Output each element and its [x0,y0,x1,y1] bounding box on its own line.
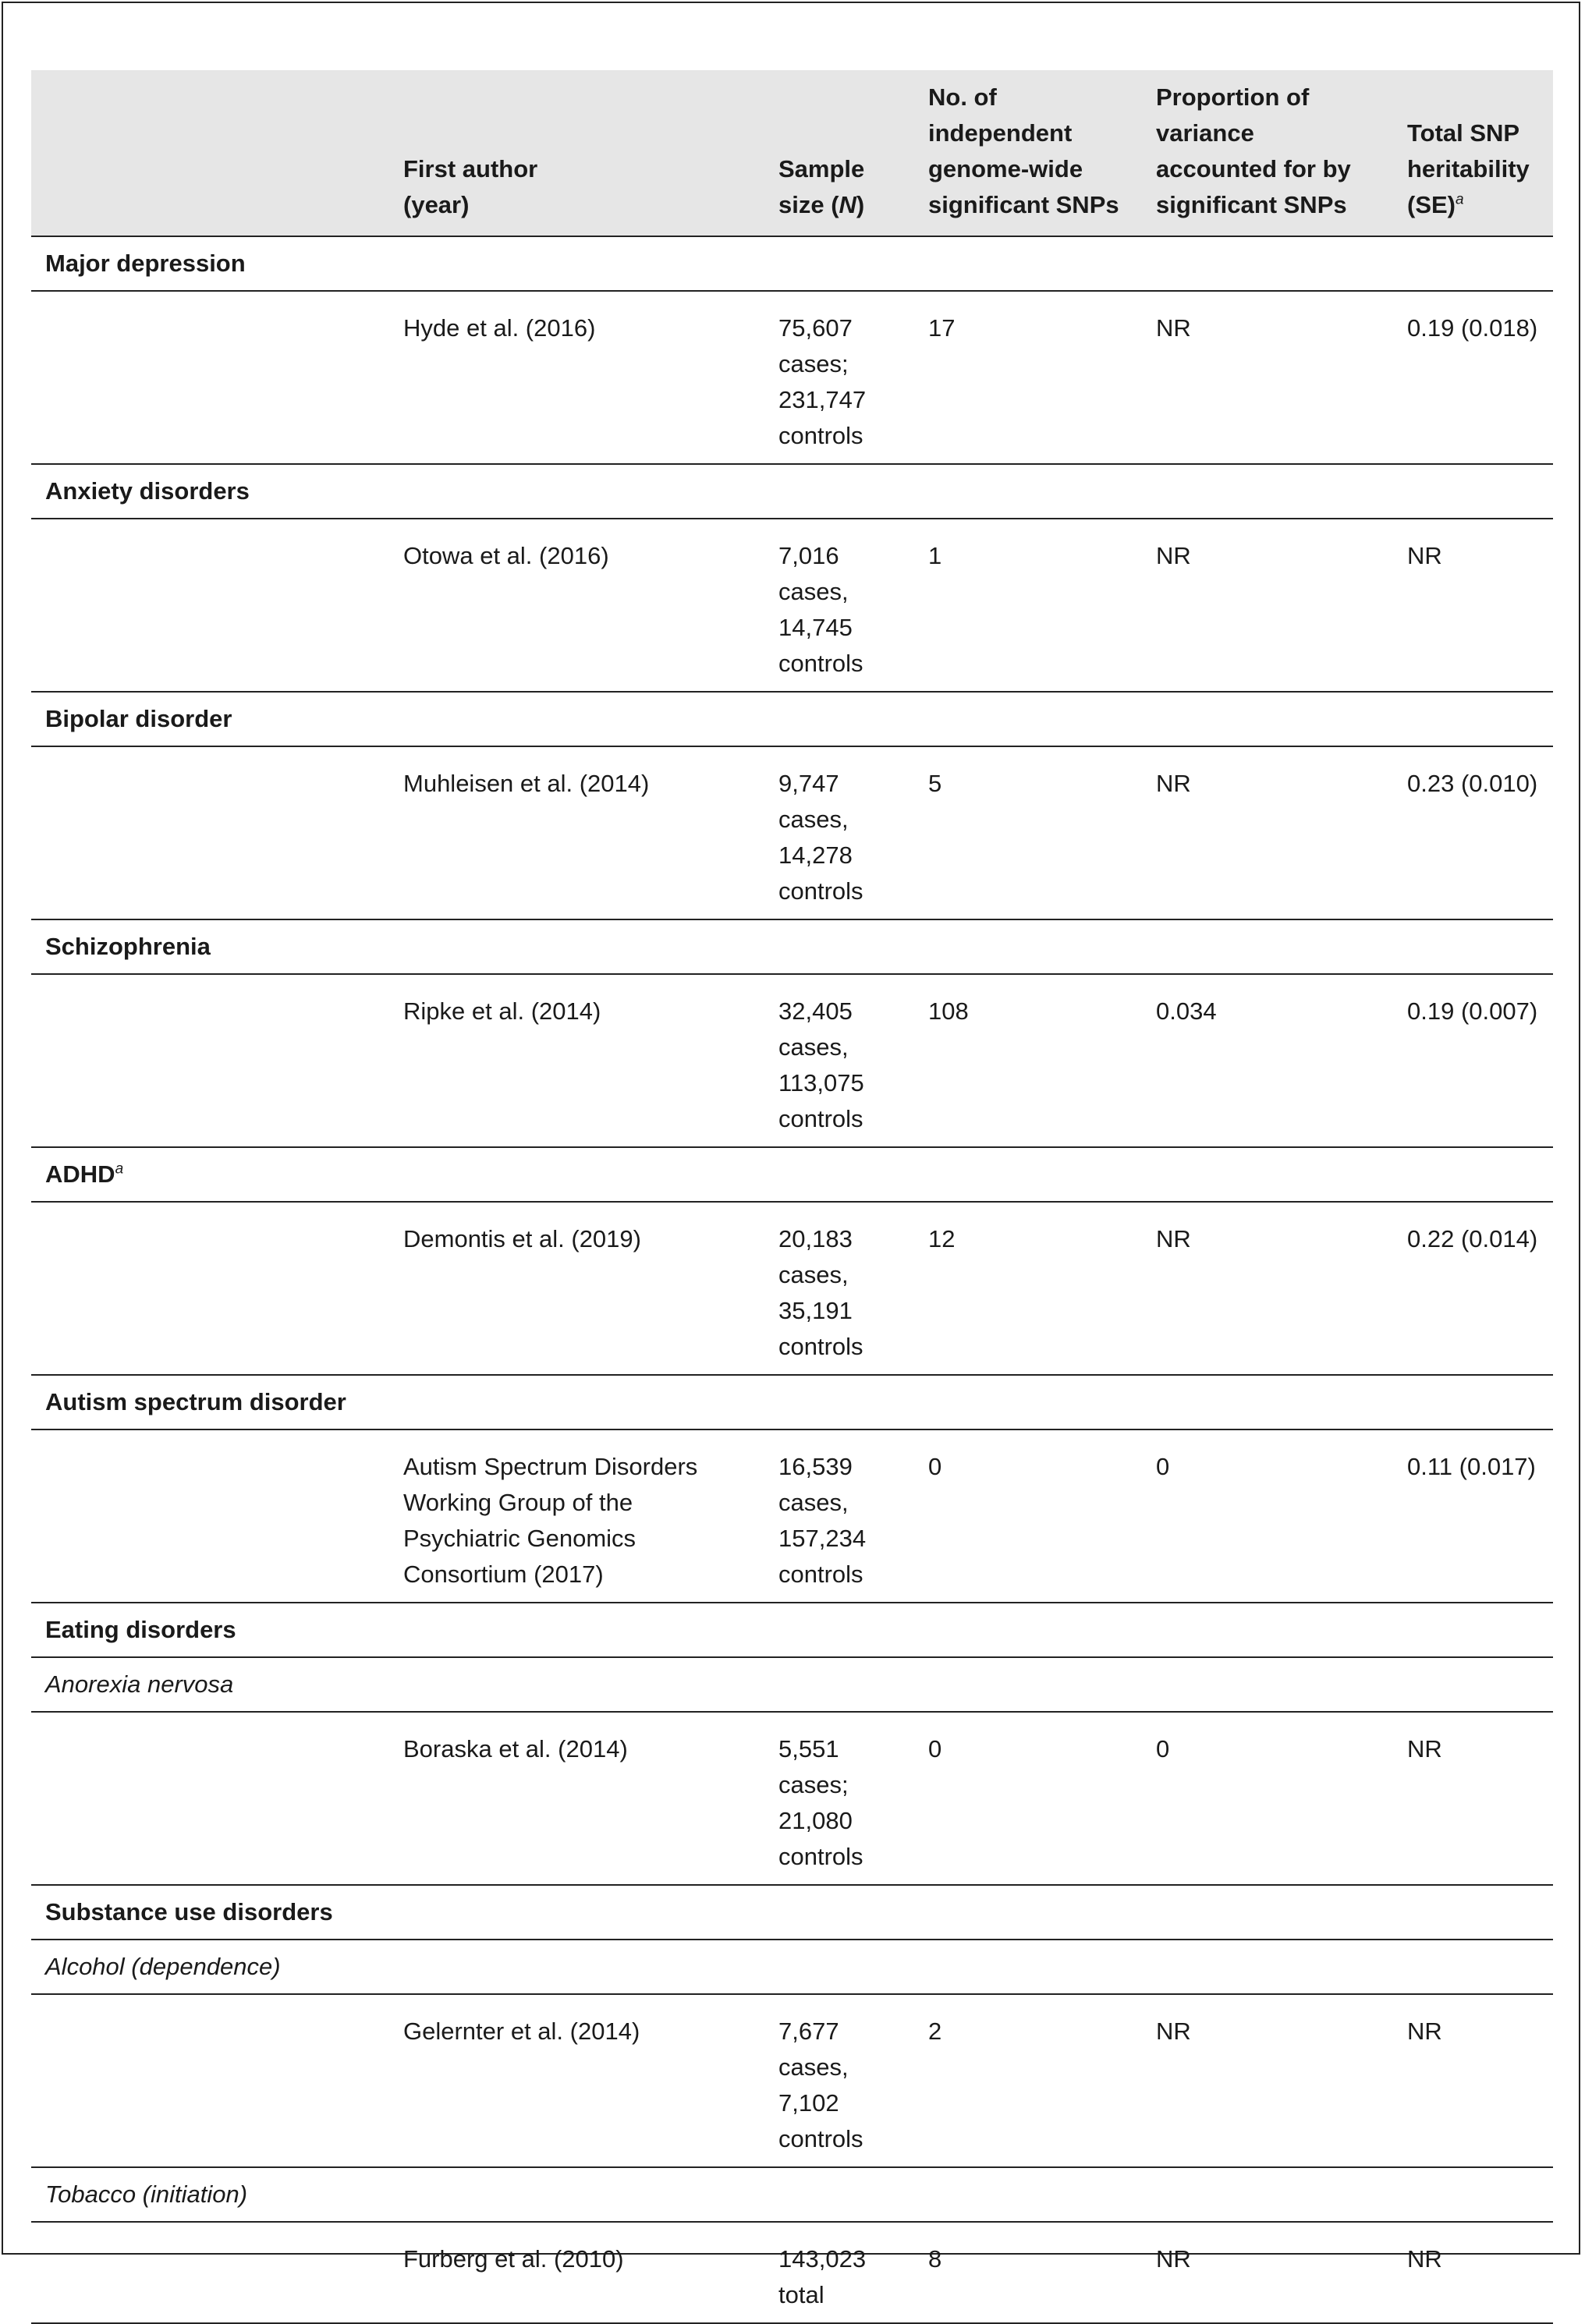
cell-variance: NR [1148,746,1399,919]
header-disorder [31,70,395,236]
cell-snps: 0 [920,1429,1148,1603]
cell-author: Otowa et al. (2016) [395,519,771,692]
table-row [31,1429,1553,1603]
table-row [31,291,1553,464]
section-row-schizophrenia [31,919,1553,974]
header-variance-proportion: Proportion of variance accounted for by significant SNPs [1148,70,1399,236]
table-row [31,746,1553,919]
cell-heritability: NR [1399,519,1553,692]
section-row-eating [31,1603,1553,1657]
section-label: Substance use disorders [31,1885,1553,1940]
cell-snps: 2 [920,1994,1148,2167]
cell-variance: NR [1148,291,1399,464]
cell-sample-size: 32,405 cases, 113,075 controls [771,974,920,1147]
subsection-row-alcohol [31,1940,1553,1994]
cell-heritability: 0.22 (0.014) [1399,1202,1553,1375]
cell-author: Muhleisen et al. (2014) [395,746,771,919]
gwas-results-table [31,70,1553,2324]
cell-snps: 12 [920,1202,1148,1375]
cell-snps: 17 [920,291,1148,464]
subsection-label: Anorexia nervosa [31,1657,1553,1712]
section-label: Autism spectrum disorder [31,1375,1553,1429]
table-row [31,519,1553,692]
section-label: Schizophrenia [31,919,1553,974]
cell-sample-size: 5,551 cases; 21,080 controls [771,1712,920,1885]
section-row-major-depression [31,236,1553,291]
header-first-author: First author (year) [395,70,771,236]
cell-author: Furberg et al. (2010) [395,2222,771,2323]
cell-sample-size: 143,023 total [771,2222,920,2323]
cell-author: Gelernter et al. (2014) [395,1994,771,2167]
section-label: Anxiety disorders [31,464,1553,519]
cell-author: Demontis et al. (2019) [395,1202,771,1375]
cell-variance: 0 [1148,1712,1399,1885]
subsection-row-anorexia [31,1657,1553,1712]
section-row-bipolar [31,692,1553,746]
cell-author: Hyde et al. (2016) [395,291,771,464]
cell-snps: 8 [920,2222,1148,2323]
subsection-label: Alcohol (dependence) [31,1940,1553,1994]
cell-variance: NR [1148,1994,1399,2167]
subsection-label: Tobacco (initiation) [31,2167,1553,2222]
cell-sample-size: 20,183 cases, 35,191 controls [771,1202,920,1375]
section-label: Major depression [31,236,1553,291]
cell-heritability: 0.19 (0.018) [1399,291,1553,464]
cell-snps: 1 [920,519,1148,692]
cell-variance: 0.034 [1148,974,1399,1147]
table-row [31,1712,1553,1885]
header-sample-size: Sample size (N) [771,70,920,236]
cell-variance: NR [1148,2222,1399,2323]
cell-heritability: 0.23 (0.010) [1399,746,1553,919]
table-row [31,974,1553,1147]
cell-heritability: 0.19 (0.007) [1399,974,1553,1147]
subsection-row-tobacco [31,2167,1553,2222]
section-label: Eating disorders [31,1603,1553,1657]
cell-snps: 5 [920,746,1148,919]
cell-sample-size: 9,747 cases, 14,278 controls [771,746,920,919]
header-row [31,70,1553,236]
cell-heritability: NR [1399,1994,1553,2167]
cell-author: Boraska et al. (2014) [395,1712,771,1885]
section-row-substance [31,1885,1553,1940]
cell-variance: NR [1148,1202,1399,1375]
cell-variance: 0 [1148,1429,1399,1603]
table-body [31,236,1553,2323]
cell-author: Ripke et al. (2014) [395,974,771,1147]
table-row [31,1202,1553,1375]
section-label: Bipolar disorder [31,692,1553,746]
cell-snps: 108 [920,974,1148,1147]
table-row [31,2222,1553,2323]
cell-heritability: NR [1399,2222,1553,2323]
cell-heritability: 0.11 (0.017) [1399,1429,1553,1603]
section-label: ADHD$^a$ [31,1147,1553,1202]
cell-variance: NR [1148,519,1399,692]
cell-heritability: NR [1399,1712,1553,1885]
cell-sample-size: 16,539 cases, 157,234 controls [771,1429,920,1603]
section-row-adhd [31,1147,1553,1202]
cell-author: Autism Spectrum Disorders Working Group of the Psychiatric Genomics Consortium (2017) [395,1429,771,1603]
header-significant-snps: No. of independent genome-wide significant SNPs [920,70,1148,236]
cell-sample-size: 7,016 cases, 14,745 controls [771,519,920,692]
cell-sample-size: 7,677 cases, 7,102 controls [771,1994,920,2167]
section-row-autism [31,1375,1553,1429]
table-row [31,1994,1553,2167]
table-header [31,70,1553,236]
section-row-anxiety [31,464,1553,519]
cell-sample-size: 75,607 cases; 231,747 controls [771,291,920,464]
cell-snps: 0 [920,1712,1148,1885]
header-snp-heritability: Total SNP heritability (SE)$^a$ [1399,70,1553,236]
